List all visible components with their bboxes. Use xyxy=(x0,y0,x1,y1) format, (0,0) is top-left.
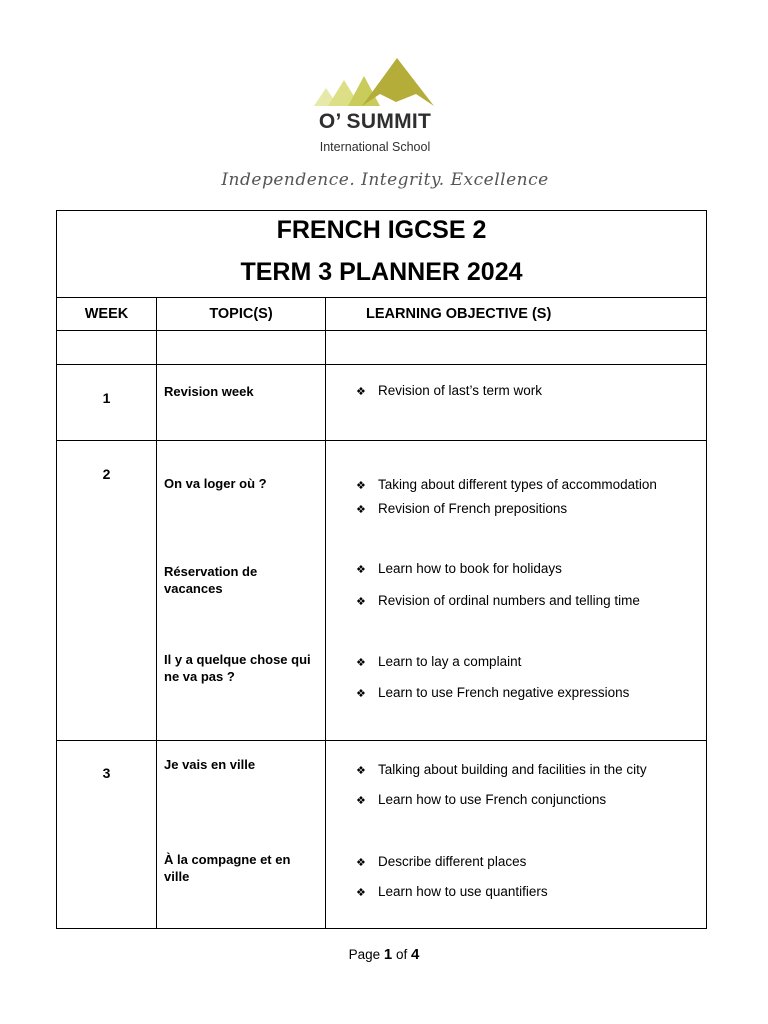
total-page-number: 4 xyxy=(411,946,420,963)
header-week: WEEK xyxy=(57,298,157,331)
table-row-week-3 xyxy=(57,741,707,929)
list-item: ❖ Revision of ordinal numbers and telling time xyxy=(356,593,640,608)
diamond-bullet-icon: ❖ xyxy=(356,795,366,807)
school-logo xyxy=(300,54,450,164)
objective-cell xyxy=(326,441,707,741)
diamond-bullet-icon: ❖ xyxy=(356,657,366,669)
diamond-bullet-icon: ❖ xyxy=(356,765,366,777)
topic-label: Réservation de vacances xyxy=(164,564,258,596)
current-page-number: 1 xyxy=(383,946,393,963)
topic-label: À la compagne et en ville xyxy=(164,852,291,884)
topic-cell xyxy=(157,365,326,441)
list-item: ❖ Learn how to use French conjunctions xyxy=(356,792,607,807)
diamond-bullet-icon: ❖ xyxy=(356,504,366,516)
page-label: Page xyxy=(348,947,381,962)
diamond-bullet-icon: ❖ xyxy=(356,596,366,608)
header-topics: TOPIC(S) xyxy=(157,298,326,331)
page-subtitle: TERM 3 PLANNER 2024 xyxy=(240,258,523,286)
diamond-bullet-icon: ❖ xyxy=(356,564,366,576)
list-item: ❖ Revision of French prepositions xyxy=(356,501,568,516)
list-item: ❖ Learn how to book for holidays xyxy=(356,561,562,576)
diamond-bullet-icon: ❖ xyxy=(356,386,366,398)
page-of-label: of xyxy=(396,947,408,962)
table-row-week-2 xyxy=(57,441,707,741)
table-row-week-1 xyxy=(57,365,707,441)
empty-row xyxy=(57,331,707,365)
week-number: 1 xyxy=(102,390,111,406)
table-header-row xyxy=(57,298,707,331)
week-number: 2 xyxy=(102,466,111,482)
list-item: ❖ Describe different places xyxy=(356,854,527,869)
week-cell xyxy=(57,441,157,741)
list-item: ❖ Taking about different types of accommodation xyxy=(356,477,657,492)
list-item: ❖ Talking about building and facilities in the city xyxy=(356,762,647,777)
school-motto: Independence. Integrity. Excellence xyxy=(221,170,549,190)
page-title: FRENCH IGCSE 2 xyxy=(276,216,487,244)
objective-cell xyxy=(326,741,707,929)
list-item: ❖ Learn to use French negative expressions xyxy=(356,685,630,700)
empty-cell xyxy=(57,331,157,365)
topic-cell xyxy=(157,741,326,929)
empty-cell xyxy=(326,331,707,365)
empty-cell xyxy=(157,331,326,365)
topic-label: Revision week xyxy=(164,384,254,399)
list-item: ❖ Revision of last’s term work xyxy=(356,383,543,398)
diamond-bullet-icon: ❖ xyxy=(356,480,366,492)
topic-label: On va loger où ? xyxy=(164,476,267,491)
topic-cell xyxy=(157,441,326,741)
page-footer xyxy=(0,946,768,963)
mountain-logo-icon xyxy=(312,54,438,106)
term-planner-table xyxy=(56,210,707,929)
objective-cell xyxy=(326,365,707,441)
diamond-bullet-icon: ❖ xyxy=(356,887,366,899)
school-subtitle: International School xyxy=(319,140,431,154)
school-name: O’ SUMMIT xyxy=(318,110,432,133)
diamond-bullet-icon: ❖ xyxy=(356,857,366,869)
list-item: ❖ Learn to lay a complaint xyxy=(356,654,522,669)
week-cell xyxy=(57,365,157,441)
week-number: 3 xyxy=(102,765,111,781)
topic-label: Je vais en ville xyxy=(164,757,256,772)
title-cell xyxy=(57,211,707,298)
week-cell xyxy=(57,741,157,929)
list-item: ❖ Learn how to use quantifiers xyxy=(356,884,548,899)
topic-label: Il y a quelque chose qui ne va pas ? xyxy=(164,652,311,684)
diamond-bullet-icon: ❖ xyxy=(356,688,366,700)
header-objectives: LEARNING OBJECTIVE (S) xyxy=(326,298,707,331)
